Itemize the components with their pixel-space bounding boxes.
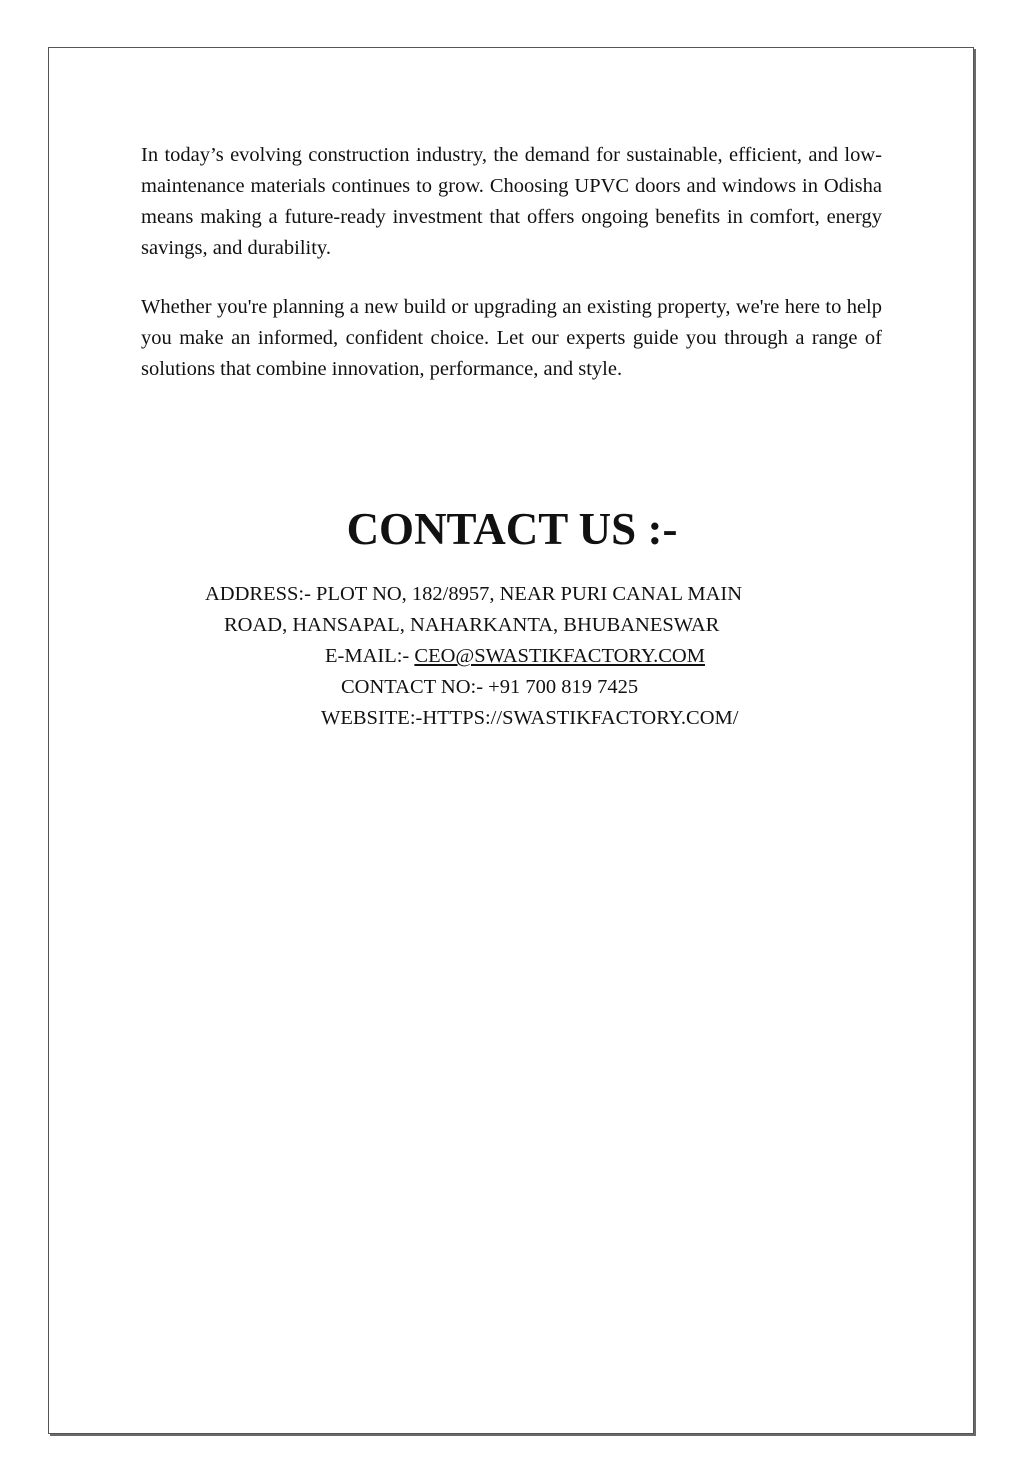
contact-heading: CONTACT US :- [346, 504, 678, 554]
help-paragraph: Whether you're planning a new build or upgrading an existing property, we're here to help you make an informed, confident choice. Let our experts guide you through a range of solutions that combine innovation, performance, and style. [141, 296, 882, 380]
address-line-2: ROAD, HANSAPAL, NAHARKANTA, BHUBANESWAR [224, 614, 720, 636]
contact-number: CONTACT NO:- +91 700 819 7425 [341, 676, 639, 698]
email-label: E-MAIL:- [325, 645, 415, 667]
email-line [325, 641, 705, 671]
email-link[interactable]: CEO@SWASTIKFACTORY.COM [414, 645, 705, 667]
website-line: WEBSITE:-HTTPS://SWASTIKFACTORY.COM/ [321, 707, 739, 729]
intro-paragraph: In today’s evolving construction industry, the demand for sustainable, efficient, and low-maintenance materials continues to grow. Choosing UPVC doors and windows in Odisha means making a future-ready investment that offers ongoing benefits in comfort, energy savings, and durability. [141, 144, 882, 259]
address-line-1: ADDRESS:- PLOT NO, 182/8957, NEAR PURI CANAL MAIN [205, 583, 743, 605]
